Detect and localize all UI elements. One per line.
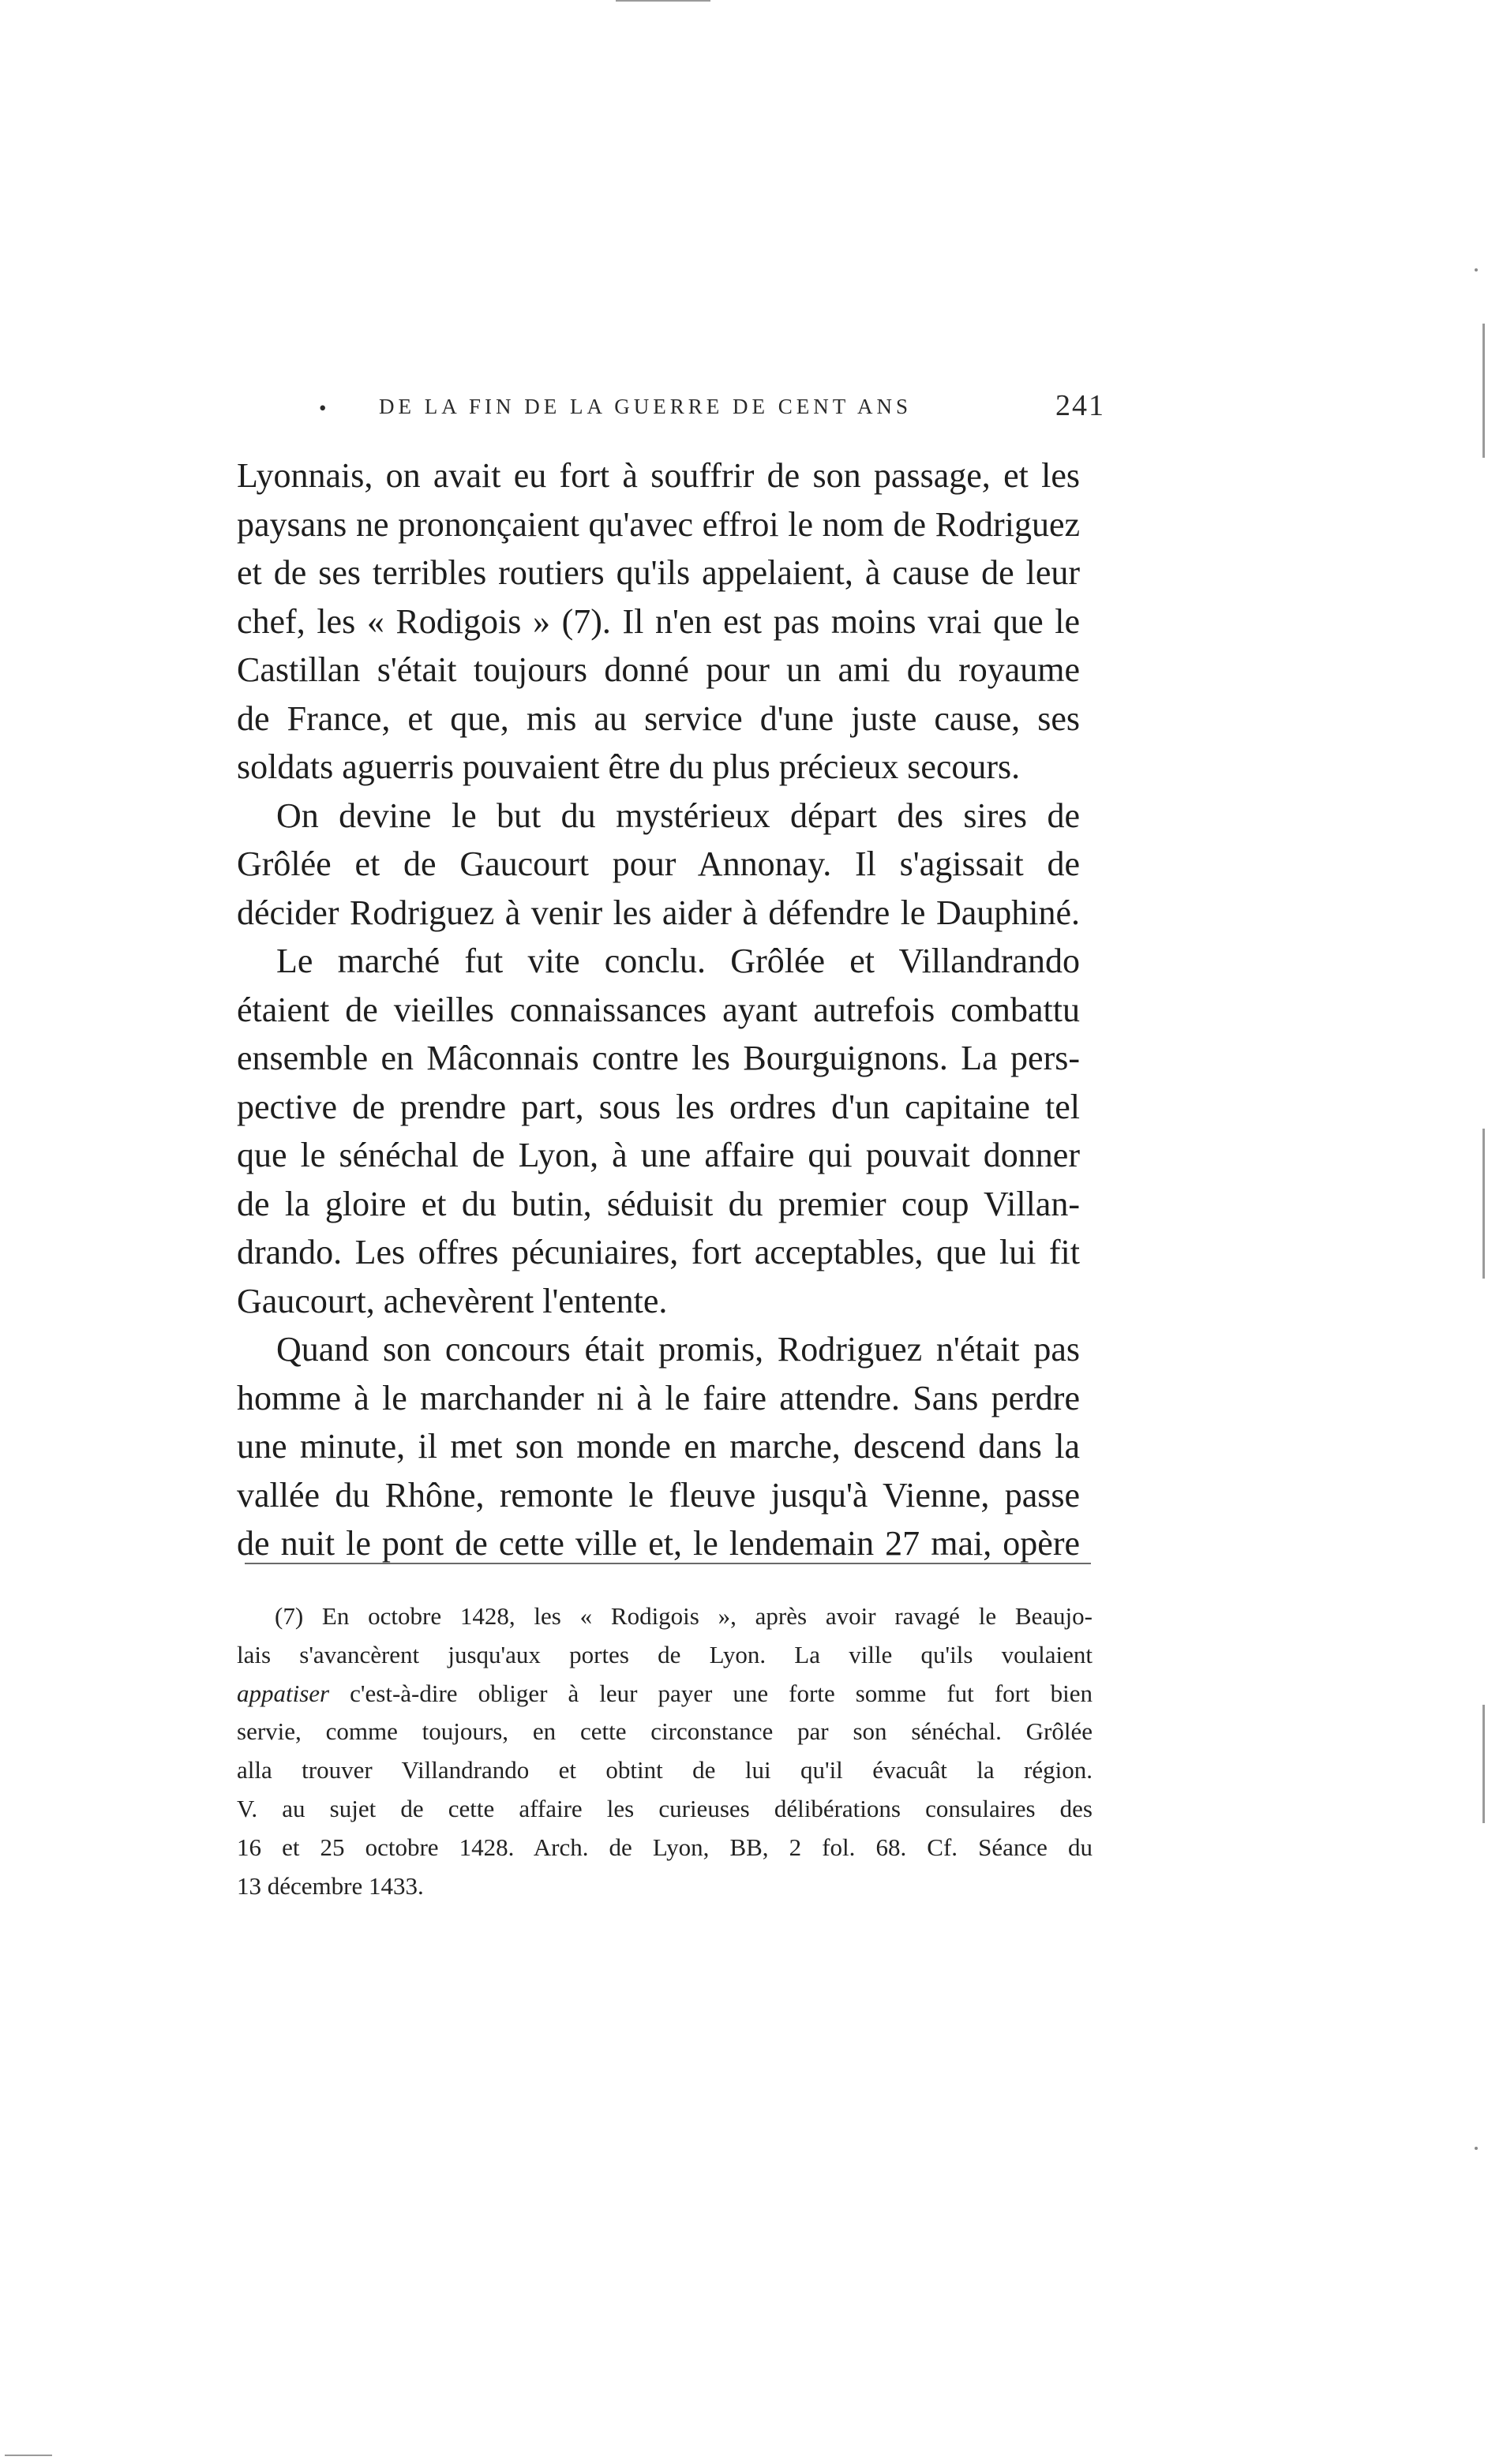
text-line: On devine le but du mystérieux départ des sires de [276, 796, 1080, 835]
text-line: de la gloire et du butin, séduisit du premier coup Villan- [237, 1184, 1080, 1223]
footnote-line: 13 décembre 1433. [237, 1871, 424, 1900]
text-line: homme à le marchander ni à le faire attendre. Sans perdre [237, 1378, 1080, 1417]
scan-edge-mark [616, 0, 710, 2]
text-line: étaient de vieilles connaissances ayant autrefois combattu [237, 990, 1080, 1029]
text-line: paysans ne prononçaient qu'avec effroi le nom de Rodriguez [237, 504, 1080, 544]
footnote-line: V. au sujet de cette affaire les curieuses délibérations consulaires des [237, 1794, 1093, 1822]
text-line: Grôlée et de Gaucourt pour Annonay. Il s'agissait de [237, 844, 1080, 883]
footnote [237, 1597, 1093, 1905]
text-line: pective de prendre part, sous les ordres d'un capitaine tel [237, 1087, 1080, 1126]
text-line: drando. Les offres pécuniaires, fort acceptables, que lui fit [237, 1233, 1080, 1271]
scan-dot [1475, 268, 1478, 271]
text-line: que le sénéchal de Lyon, à une affaire qui pouvait donner [237, 1136, 1080, 1174]
scan-edge-mark [1482, 324, 1485, 458]
text-line: Le marché fut vite conclu. Grôlée et Villandrando [276, 942, 1080, 980]
footnote-line: 16 et 25 octobre 1428. Arch. de Lyon, BB, 2 fol. 68. Cf. Séance du [237, 1833, 1093, 1861]
text-line: ensemble en Mâconnais contre les Bourguignons. La pers- [237, 1039, 1080, 1077]
text-line: Lyonnais, on avait eu fort à souffrir de son passage, et les [237, 456, 1080, 495]
footnote-line: lais s'avancèrent jusqu'aux portes de Lyon. La ville qu'ils voulaient [237, 1640, 1093, 1668]
scan-dot [1475, 2147, 1478, 2150]
footnote-line: (7) En octobre 1428, les « Rodigois », après avoir ravagé le Beaujo- [275, 1602, 1093, 1630]
scan-edge-mark [1482, 1129, 1485, 1279]
text-line: une minute, il met son monde en marche, descend dans la [237, 1427, 1080, 1466]
footnote-line: servie, comme toujours, en cette circonstance par son sénéchal. Grôlée [237, 1717, 1093, 1746]
text-line: Gaucourt, achevèrent l'entente. [237, 1281, 668, 1320]
footnote-separator-rule [245, 1563, 1091, 1564]
text-line: Castillan s'était toujours donné pour un ami du royaume [237, 650, 1080, 689]
main-text [237, 451, 1080, 1568]
scan-edge-mark [1482, 1705, 1485, 1823]
text-line: de France, et que, mis au service d'une juste cause, ses [237, 698, 1080, 738]
running-header [237, 385, 1105, 433]
text-line: et de ses terribles routiers qu'ils appelaient, à cause de leur [237, 553, 1080, 592]
text-line: vallée du Rhône, remonte le fleuve jusqu'à Vienne, passe [237, 1475, 1080, 1515]
footnote-italic-term: appatiser [237, 1679, 330, 1707]
text-line: de nuit le pont de cette ville et, le lendemain 27 mai, opère [237, 1524, 1080, 1563]
footnote-line-text: c'est-à-dire obliger à leur payer une forte somme fut fort bien [329, 1679, 1093, 1707]
scan-edge-mark [5, 2455, 52, 2456]
footnote-line [237, 1675, 1093, 1713]
running-title: DE LA FIN DE LA GUERRE DE CENT ANS [379, 395, 913, 418]
page-number: 241 [1055, 389, 1105, 422]
text-line: chef, les « Rodigois » (7). Il n'en est pas moins vrai que le [237, 601, 1080, 641]
footnote-line: alla trouver Villandrando et obtint de lui qu'il évacuât la région. [237, 1756, 1093, 1784]
text-line: décider Rodriguez à venir les aider à défendre le Dauphiné. [237, 893, 1080, 932]
text-line: soldats aguerris pouvaient être du plus précieux secours. [237, 747, 1021, 786]
header-bullet: • [319, 396, 331, 420]
text-line: Quand son concours était promis, Rodriguez n'était pas [276, 1330, 1080, 1369]
